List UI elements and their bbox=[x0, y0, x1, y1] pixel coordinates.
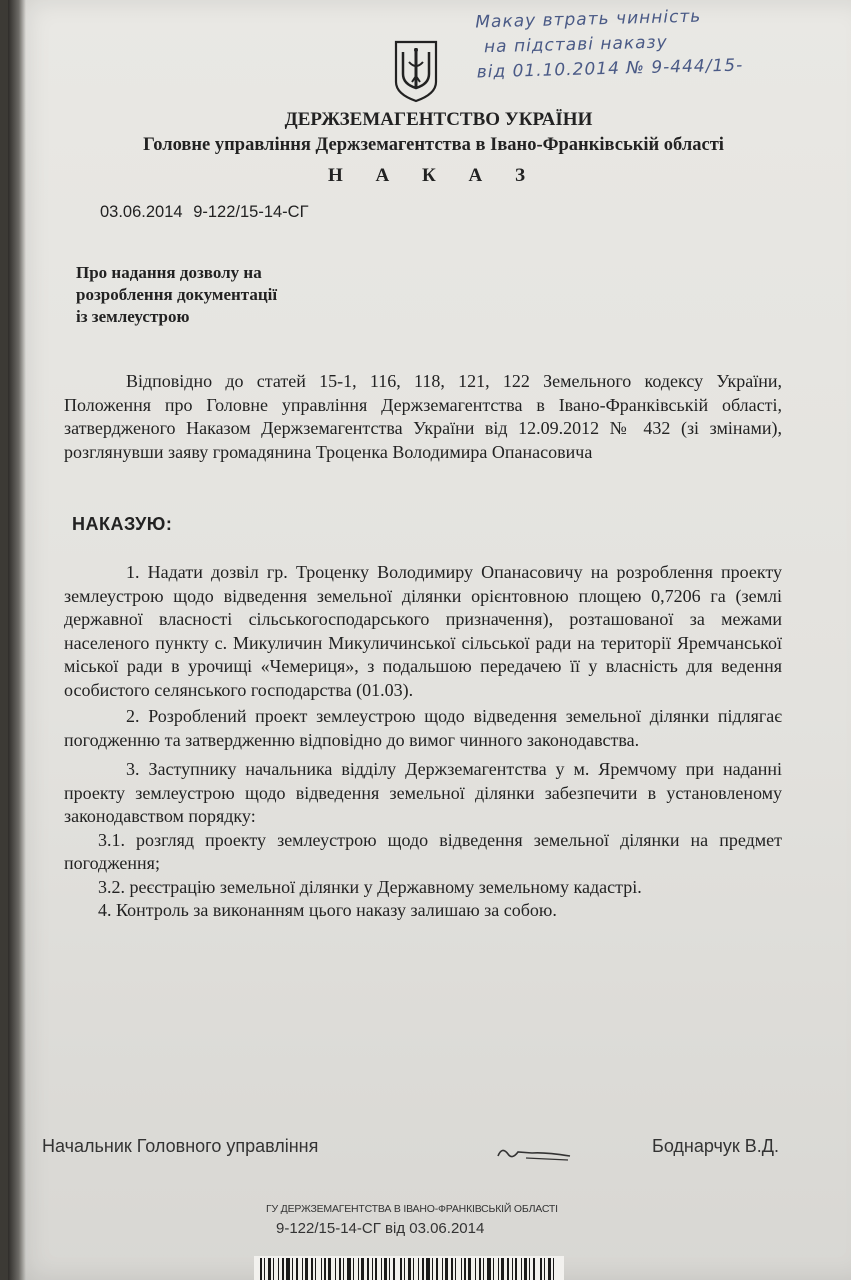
order-subject bbox=[76, 262, 277, 328]
signatory-title: Начальник Головного управління bbox=[42, 1136, 319, 1156]
preamble-text: Відповідно до статей 15-1, 116, 118, 121, 122 Земельного кодексу України, Положення про Головне управління Держземагентства в Івано-Франківській області, затвердженого Наказом Держземагентства України від 12.09.2012 № 432 (зі змінами), розглянувши заяву громадянина Троценка Володимира Опанасовича bbox=[64, 371, 782, 462]
barcode-icon bbox=[254, 1256, 564, 1280]
order-number: 9-122/15-14-СГ bbox=[193, 203, 309, 221]
subject-line-3: із землеустрою bbox=[76, 307, 190, 326]
subject-line-1: Про надання дозволу на bbox=[76, 263, 262, 282]
stamp-organization: ГУ ДЕРЖЗЕМАГЕНТСТВА В ІВАНО-ФРАНКІВСЬКІЙ ОБЛАСТІ bbox=[266, 1203, 558, 1215]
point-1: 1. Надати дозвіл гр. Троценку Володимиру Опанасовичу на розроблення проекту землеустрою щодо відведення земельної ділянки орієнтовною площею 0,7206 га (землі державної власності сільськогосподарського призначення), розташованої за межами населеного пункту с. Микуличин Микуличинської сільської ради на території Яремчанської міської ради в урочищі «Чемериця», з подальшою передачею її у власність для ведення особистого селянського господарства (01.03). bbox=[64, 562, 782, 700]
order-date-number bbox=[100, 203, 309, 222]
point-2: 2. Розроблений проект землеустрою щодо відведення земельної ділянки підлягає погодженню та затвердженню відповідно до вимог чинного законодавства. bbox=[64, 706, 782, 750]
decree-word: НАКАЗУЮ: bbox=[72, 514, 173, 534]
handwritten-line-3: від 01.10.2014 № 9-444/15- bbox=[476, 55, 744, 83]
point-4: 4. Контроль за виконанням цього наказу залишаю за собою. bbox=[98, 900, 557, 920]
agency-heading bbox=[8, 109, 851, 156]
point-3-1: 3.1. розгляд проекту землеустрою щодо відведення земельної ділянки на предмет погодження; bbox=[64, 829, 782, 873]
handwritten-signature-icon bbox=[496, 1140, 572, 1166]
agency-name: ДЕРЖЗЕМАГЕНТСТВО УКРАЇНИ bbox=[284, 109, 593, 130]
handwritten-annotation bbox=[475, 2, 817, 86]
document-type: Н А К А З bbox=[327, 165, 540, 186]
order-date: 03.06.2014 bbox=[100, 203, 183, 221]
order-points bbox=[64, 561, 782, 923]
point-3-2: 3.2. реєстрацію земельної ділянки у Державному земельному кадастрі. bbox=[98, 876, 642, 897]
subject-line-2: розроблення документації bbox=[76, 285, 278, 304]
document-page bbox=[8, 0, 851, 1280]
stamp-registration-line: 9-122/15-14-СГ від 03.06.2014 bbox=[276, 1220, 485, 1237]
page-shadow bbox=[8, 0, 26, 1280]
handwritten-line-2: на підставі наказу bbox=[483, 32, 668, 58]
point-3: 3. Заступнику начальника відділу Держземагентства у м. Яремчому при наданні проекту землеустрою щодо відведення земельної ділянки забезпечити в установленому законодавством порядку: bbox=[64, 759, 782, 826]
signatory-name: Боднарчук В.Д. bbox=[652, 1136, 779, 1156]
preamble-paragraph bbox=[64, 370, 782, 464]
department-name: Головне управління Держземагентства в Івано-Франківській області bbox=[143, 135, 724, 155]
handwritten-line-1: Макау втрать чинність bbox=[475, 6, 702, 33]
registration-stamp bbox=[266, 1203, 558, 1237]
trident-emblem-icon bbox=[392, 38, 440, 104]
